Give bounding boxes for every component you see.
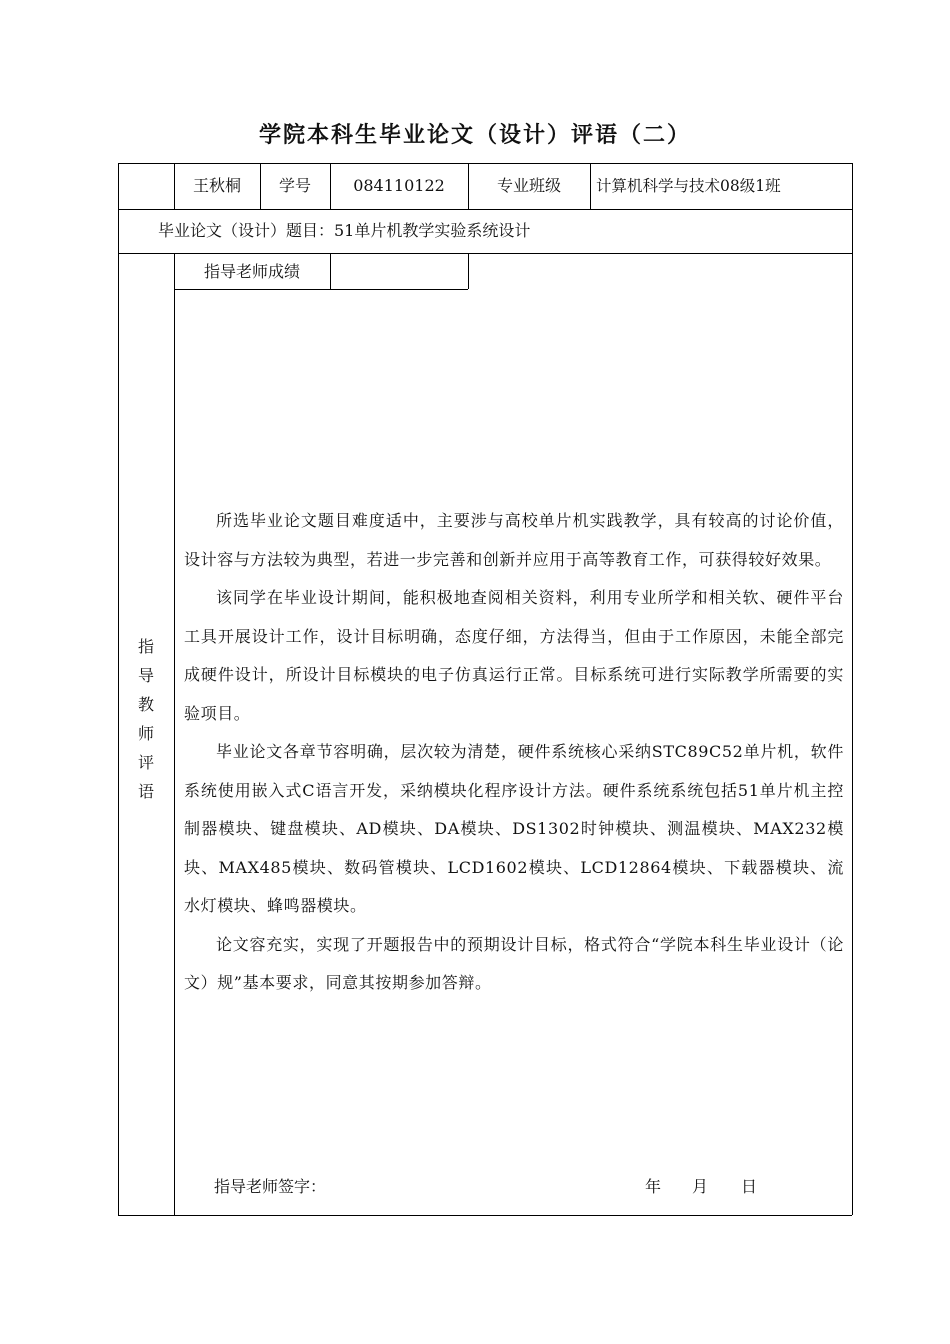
side-label-char: 指 — [137, 637, 154, 656]
side-label-advisor-comments — [118, 632, 174, 806]
signature-year: 年 — [645, 1177, 662, 1196]
side-label-char: 教 — [137, 695, 154, 714]
comment-paragraph: 毕业论文各章节容明确，层次较为清楚，硬件系统核心采纳STC89C52单片机，软件系统使用嵌入式C语言开发，采纳模块化程序设计方法。硬件系统系统包括51单片机主控制器模块、键盘模块、AD模块、DA模块、DS1302时钟模块、测温模块、MAX232模块、MAX485模块、数码管模块、LCD1602模块、LCD12864模块、下载器模块、流水灯模块、蜂鸣器模块。 — [184, 742, 844, 915]
row1-divider — [590, 163, 591, 209]
side-label-char: 评 — [137, 753, 154, 772]
student-name: 王秋桐 — [192, 176, 241, 195]
grade-box-divider — [330, 253, 331, 289]
signature-day: 日 — [741, 1177, 758, 1196]
side-label-divider — [174, 253, 175, 1215]
signature-label: 指导老师签字： — [214, 1177, 327, 1196]
student-id-value: 084110122 — [353, 176, 445, 195]
side-label-char: 导 — [137, 666, 154, 685]
comment-paragraph: 所选毕业论文题目难度适中，主要涉与高校单片机实践教学，具有较高的讨论价值，设计容与方法较为典型，若进一步完善和创新并应用于高等教育工作，可获得较好效果。 — [184, 511, 844, 569]
grade-label: 指导老师成绩 — [203, 262, 300, 281]
class-label: 专业班级 — [496, 176, 561, 195]
signature-month: 月 — [692, 1177, 709, 1196]
thesis-topic: 毕业论文（设计）题目：51单片机教学实验系统设计 — [158, 221, 531, 240]
grade-box-right — [468, 253, 469, 289]
comment-paragraph: 论文容充实，实现了开题报告中的预期设计目标，格式符合“学院本科生毕业设计（论文）规”基本要求，同意其按期参加答辩。 — [184, 934, 844, 992]
table-top-border — [118, 163, 852, 164]
table-bottom-border — [118, 1215, 852, 1216]
side-label-char: 语 — [137, 782, 154, 801]
side-label-char: 师 — [137, 724, 154, 743]
comment-paragraph: 该同学在毕业设计期间，能积极地查阅相关资料，利用专业所学和相关软、硬件平台工具开展设计工作，设计目标明确，态度仔细，方法得当，但由于工作原因，未能全部完成硬件设计，所设计目标模块的电子仿真运行正常。目标系统可进行实际教学所需要的实验项目。 — [184, 588, 844, 723]
class-value: 计算机科学与技术08级1班 — [596, 177, 781, 195]
table-right-border — [852, 163, 853, 1215]
student-id-label: 学号 — [278, 176, 311, 195]
grade-box-bottom — [174, 289, 468, 290]
row1-bottom-border — [118, 209, 852, 210]
advisor-comment — [184, 502, 844, 1003]
page-title: 学院本科生毕业论文（设计）评语（二） — [258, 123, 691, 148]
row2-bottom-border — [118, 253, 852, 254]
